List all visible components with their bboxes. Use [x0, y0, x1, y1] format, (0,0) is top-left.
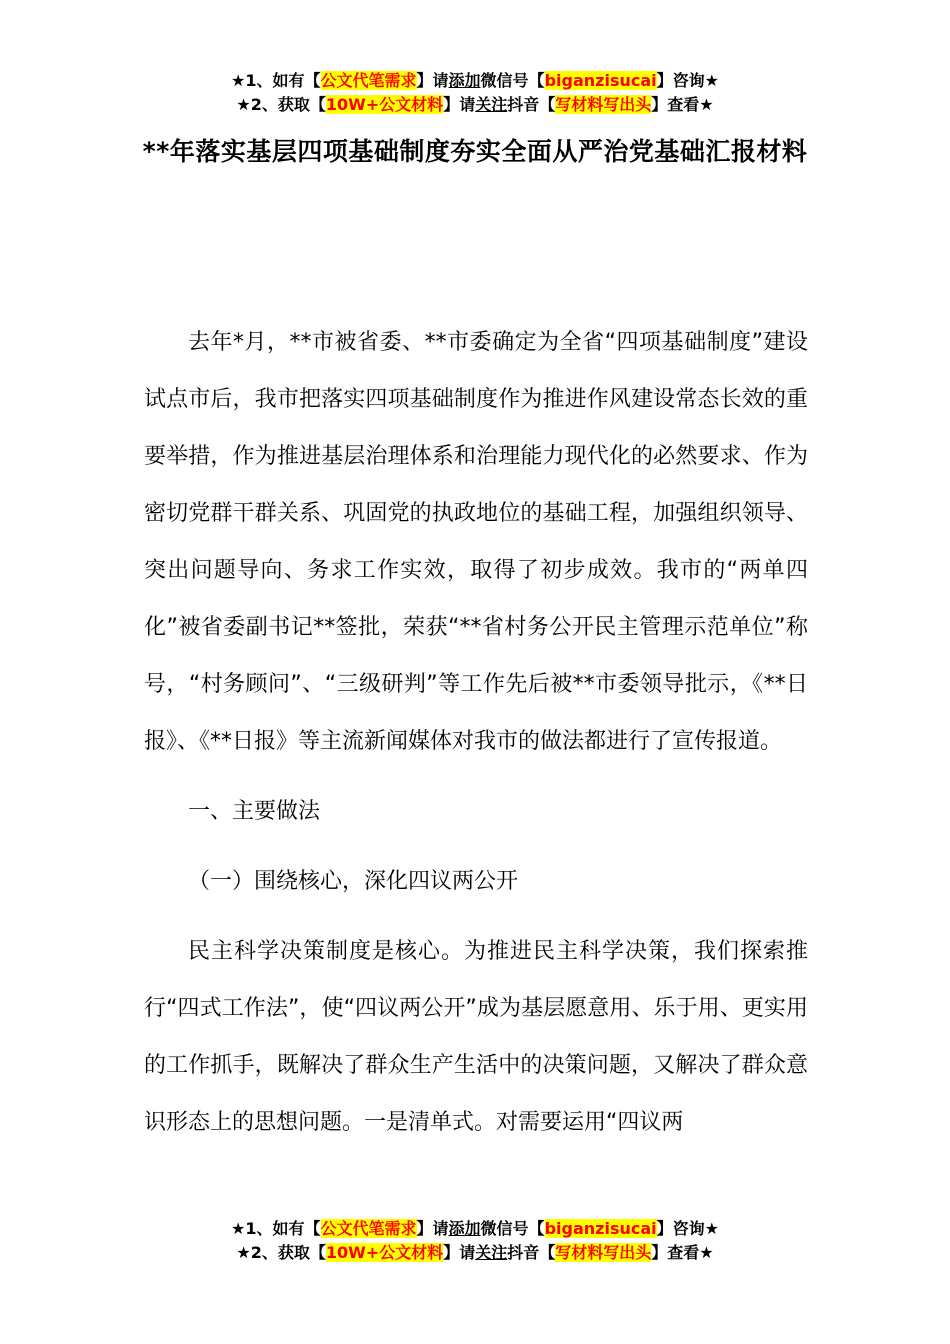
- banner-text: 】请: [416, 1219, 449, 1238]
- banner-highlight: 10W+公文材料: [325, 95, 444, 114]
- banner-highlight: 写材料写出头: [555, 95, 652, 114]
- banner-text: 抖音【: [507, 95, 556, 114]
- banner-text: 】咨询★: [656, 71, 719, 90]
- banner-text: ★1、如有【: [231, 1219, 321, 1238]
- banner-underline: 关注: [475, 95, 508, 114]
- banner-text: 抖音【: [507, 1243, 556, 1262]
- subsection-heading: （一）围绕核心，深化四议两公开: [188, 869, 519, 894]
- footer-banner-line-2: [0, 1242, 950, 1264]
- banner-text: 微信号【: [480, 71, 545, 90]
- banner-highlight: biganzisucai: [544, 71, 657, 90]
- header-banner: [0, 70, 950, 116]
- intro-paragraph: 去年*月，**市被省委、**市委确定为全省“四项基础制度”建设试点市后，我市把落实四项基础制度作为推进作风建设常态长效的重要举措，作为推进基层治理体系和治理能力现代化的必然要求、作为密切党群干群关系、巩固党的执政地位的基础工程，加强组织领导、突出问题导向、务求工作实效，取得了初步成效。我市的“两单四化”被省委副书记**签批，荣获“**省村务公开民主管理示范单位”称号，“村务顾问”、“三级研判”等工作先后被**市委领导批示，《**日报》、《**日报》等主流新闻媒体对我市的做法都进行了宣传报道。: [144, 330, 808, 754]
- banner-text: ★2、获取【: [236, 95, 326, 114]
- banner-text: 微信号【: [480, 1219, 545, 1238]
- banner-text: 】咨询★: [656, 1219, 719, 1238]
- banner-highlight: 写材料写出头: [555, 1243, 652, 1262]
- banner-text: ★2、获取【: [236, 1243, 326, 1262]
- banner-text: 】请: [443, 1243, 476, 1262]
- banner-highlight: 公文代笔需求: [320, 1219, 417, 1238]
- banner-underline: 关注: [475, 1243, 508, 1262]
- document-title: **年落实基层四项基础制度夯实全面从严治党基础汇报材料: [142, 137, 808, 166]
- banner-text: 】查看★: [651, 1243, 714, 1262]
- banner-text: 】请: [416, 71, 449, 90]
- section-heading: 一、主要做法: [188, 799, 321, 824]
- document-body: [144, 314, 808, 1151]
- header-banner-line-1: [0, 70, 950, 92]
- footer-banner: [0, 1218, 950, 1264]
- banner-underline: 添加: [448, 71, 481, 90]
- banner-highlight: 公文代笔需求: [320, 71, 417, 90]
- footer-banner-line-1: [0, 1218, 950, 1240]
- body-paragraph: 民主科学决策制度是核心。为推进民主科学决策，我们探索推行“四式工作法”，使“四议两公开”成为基层愿意用、乐于用、更实用的工作抓手，既解决了群众生产生活中的决策问题，又解决了群众意识形态上的思想问题。一是清单式。对需要运用“四议两: [144, 939, 808, 1135]
- banner-text: 】请: [443, 95, 476, 114]
- banner-text: 】查看★: [651, 95, 714, 114]
- banner-text: ★1、如有【: [231, 71, 321, 90]
- banner-highlight: biganzisucai: [544, 1219, 657, 1238]
- banner-highlight: 10W+公文材料: [325, 1243, 444, 1262]
- header-banner-line-2: [0, 94, 950, 116]
- banner-underline: 添加: [448, 1219, 481, 1238]
